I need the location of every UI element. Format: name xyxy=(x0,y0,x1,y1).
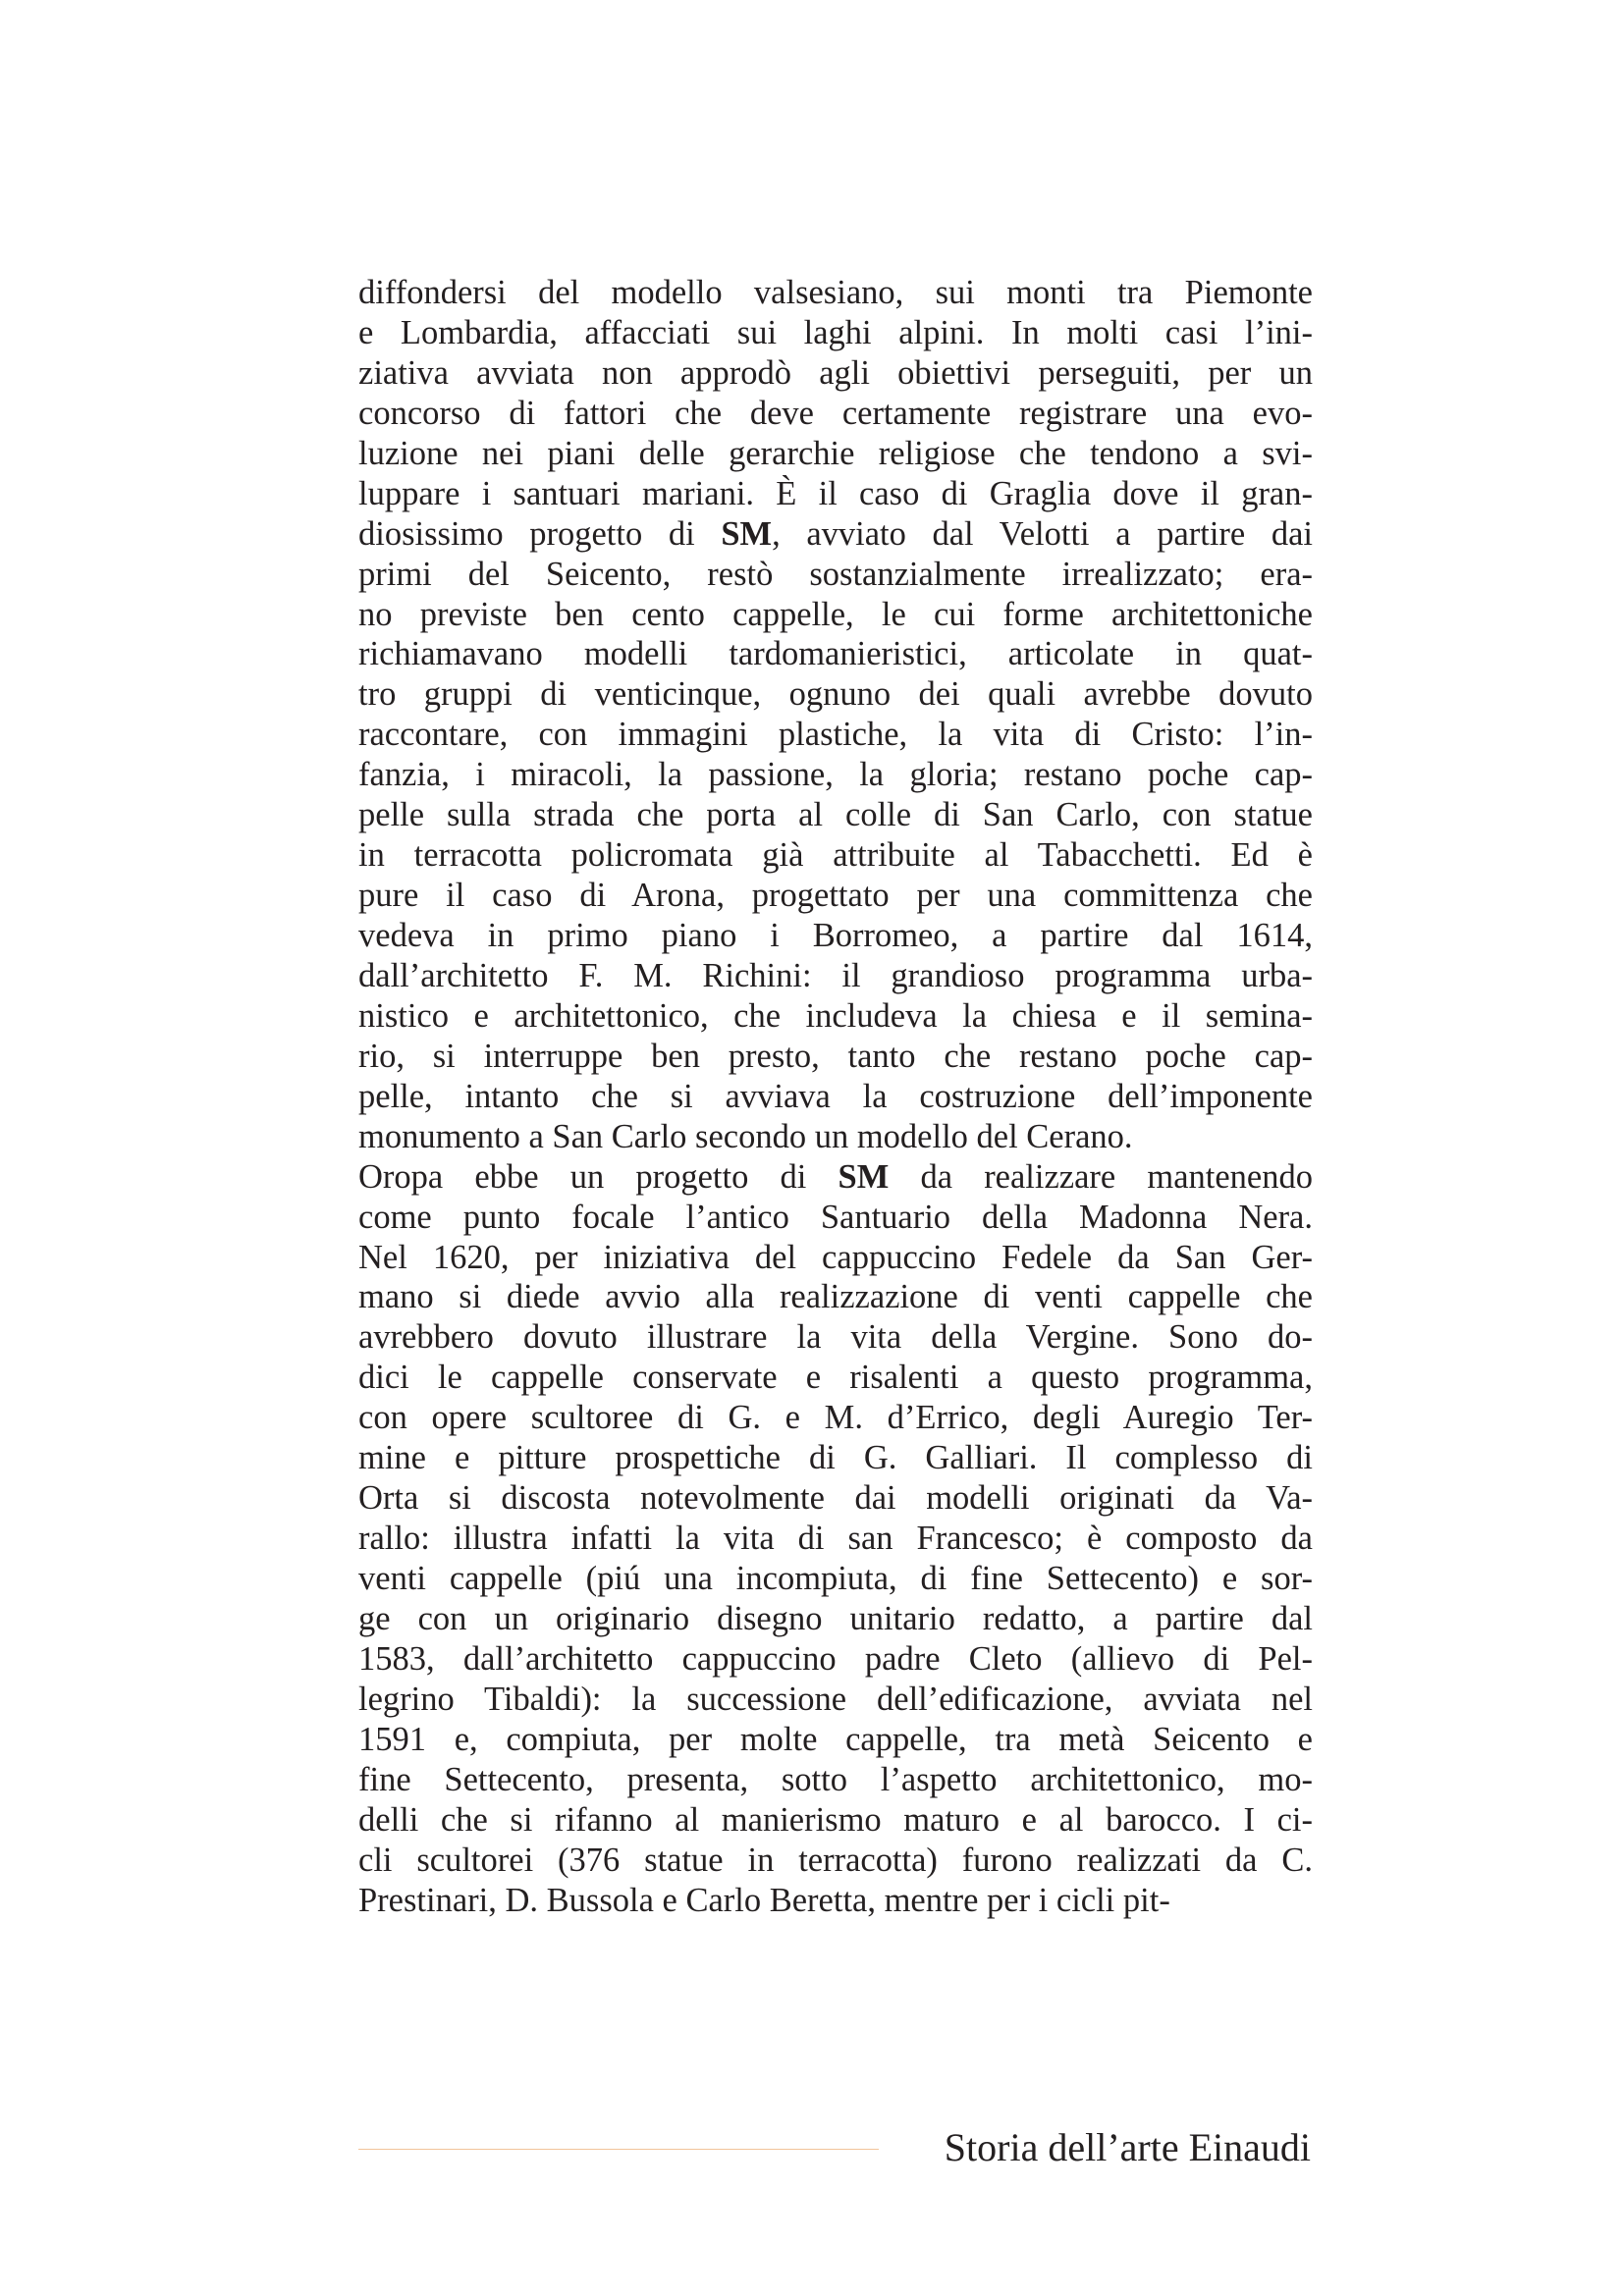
text-line: venti cappelle (piú una incompiuta, di fine Settecento) e sor- xyxy=(358,1560,1313,1597)
text-line: vedeva in primo piano i Borromeo, a partire dal 1614, xyxy=(358,917,1313,954)
text-line: ziativa avviata non approdò agli obiettivi perseguiti, per un xyxy=(358,353,1313,392)
text-line: concorso di fattori che deve certamente registrare una evo- xyxy=(358,394,1313,432)
text-line: rio, si interruppe ben presto, tanto che restano poche cap- xyxy=(358,1037,1313,1075)
text-segment: da realizzare mantenendo xyxy=(889,1157,1313,1196)
text-segment: , avviato dal Velotti a partire dai xyxy=(772,514,1313,553)
text-line: in terracotta policromata già attribuite al Tabacchetti. Ed è xyxy=(358,836,1313,875)
text-line: legrino Tibaldi): la successione dell’edificazione, avviata nel xyxy=(358,1680,1313,1718)
text-line: pelle, intanto che si avviava la costruzione dell’imponente xyxy=(358,1077,1313,1115)
text-line: mano si diede avvio alla realizzazione di venti cappelle che xyxy=(358,1278,1313,1316)
text-line: Prestinari, D. Bussola e Carlo Beretta, mentre per i cicli pit- xyxy=(358,1881,1170,1919)
text-line: Orta si discosta notevolmente dai modelli originati da Va- xyxy=(358,1479,1313,1518)
text-line: mine e pitture prospettiche di G. Galliari. Il complesso di xyxy=(358,1439,1313,1477)
text-line: 1583, dall’architetto cappuccino padre Cleto (allievo di Pel- xyxy=(358,1639,1313,1678)
text-line: no previste ben cento cappelle, le cui forme architettoniche xyxy=(358,595,1313,633)
text-line: primi del Seicento, restò sostanzialmente irrealizzato; era- xyxy=(358,555,1313,593)
text-line: pure il caso di Arona, progettato per una committenza che xyxy=(358,877,1313,915)
text-line xyxy=(358,1157,1313,1198)
text-line: luppare i santuari mariani. È il caso di Graglia dove il gran- xyxy=(358,474,1313,512)
text-line: raccontare, con immagini plastiche, la vita di Cristo: l’in- xyxy=(358,716,1313,754)
text-line: cli scultorei (376 statue in terracotta) furono realizzati da C. xyxy=(358,1841,1313,1879)
text-line: richiamavano modelli tardomanieristici, articolate in quat- xyxy=(358,635,1313,673)
emphasis-text: SM xyxy=(838,1157,890,1196)
body-text xyxy=(358,273,1313,1920)
text-line: pelle sulla strada che porta al colle di San Carlo, con statue xyxy=(358,796,1313,834)
footer-rule xyxy=(358,2149,879,2150)
text-line: dici le cappelle conservate e risalenti a questo programma, xyxy=(358,1359,1313,1397)
text-segment: diosissimo progetto di xyxy=(358,514,722,553)
text-line: dall’architetto F. M. Richini: il grandioso programma urba- xyxy=(358,956,1313,994)
text-line: ge con un originario disegno unitario redatto, a partire dal xyxy=(358,1599,1313,1637)
text-line: fanzia, i miracoli, la passione, la gloria; restano poche cap- xyxy=(358,756,1313,794)
text-segment: Oropa ebbe un progetto di xyxy=(358,1157,839,1196)
text-line: monumento a San Carlo secondo un modello del Cerano. xyxy=(358,1117,1133,1155)
text-line xyxy=(358,514,1313,555)
text-line: Nel 1620, per iniziativa del cappuccino Fedele da San Ger- xyxy=(358,1238,1313,1276)
text-line: rallo: illustra infatti la vita di san Francesco; è composto da xyxy=(358,1520,1313,1558)
text-line: delli che si rifanno al manierismo maturo e al barocco. I ci- xyxy=(358,1800,1313,1839)
text-line: avrebbero dovuto illustrare la vita della Vergine. Sono do- xyxy=(358,1318,1313,1357)
text-line: tro gruppi di venticinque, ognuno dei quali avrebbe dovuto xyxy=(358,675,1313,714)
footer-title: Storia dell’arte Einaudi xyxy=(944,2125,1311,2169)
text-line: 1591 e, compiuta, per molte cappelle, tra metà Seicento e xyxy=(358,1720,1313,1758)
text-line: diffondersi del modello valsesiano, sui monti tra Piemonte xyxy=(358,274,1313,311)
text-line: e Lombardia, affacciati sui laghi alpini. In molti casi l’ini- xyxy=(358,313,1313,351)
text-line: nistico e architettonico, che includeva la chiesa e il semina- xyxy=(358,996,1313,1035)
text-line: come punto focale l’antico Santuario della Madonna Nera. xyxy=(358,1198,1313,1236)
text-line: luzione nei piani delle gerarchie religiose che tendono a svi- xyxy=(358,434,1313,472)
text-line: con opere scultoree di G. e M. d’Errico, degli Auregio Ter- xyxy=(358,1399,1313,1437)
emphasis-text: SM xyxy=(721,514,773,553)
text-line: fine Settecento, presenta, sotto l’aspetto architettonico, mo- xyxy=(358,1760,1313,1798)
